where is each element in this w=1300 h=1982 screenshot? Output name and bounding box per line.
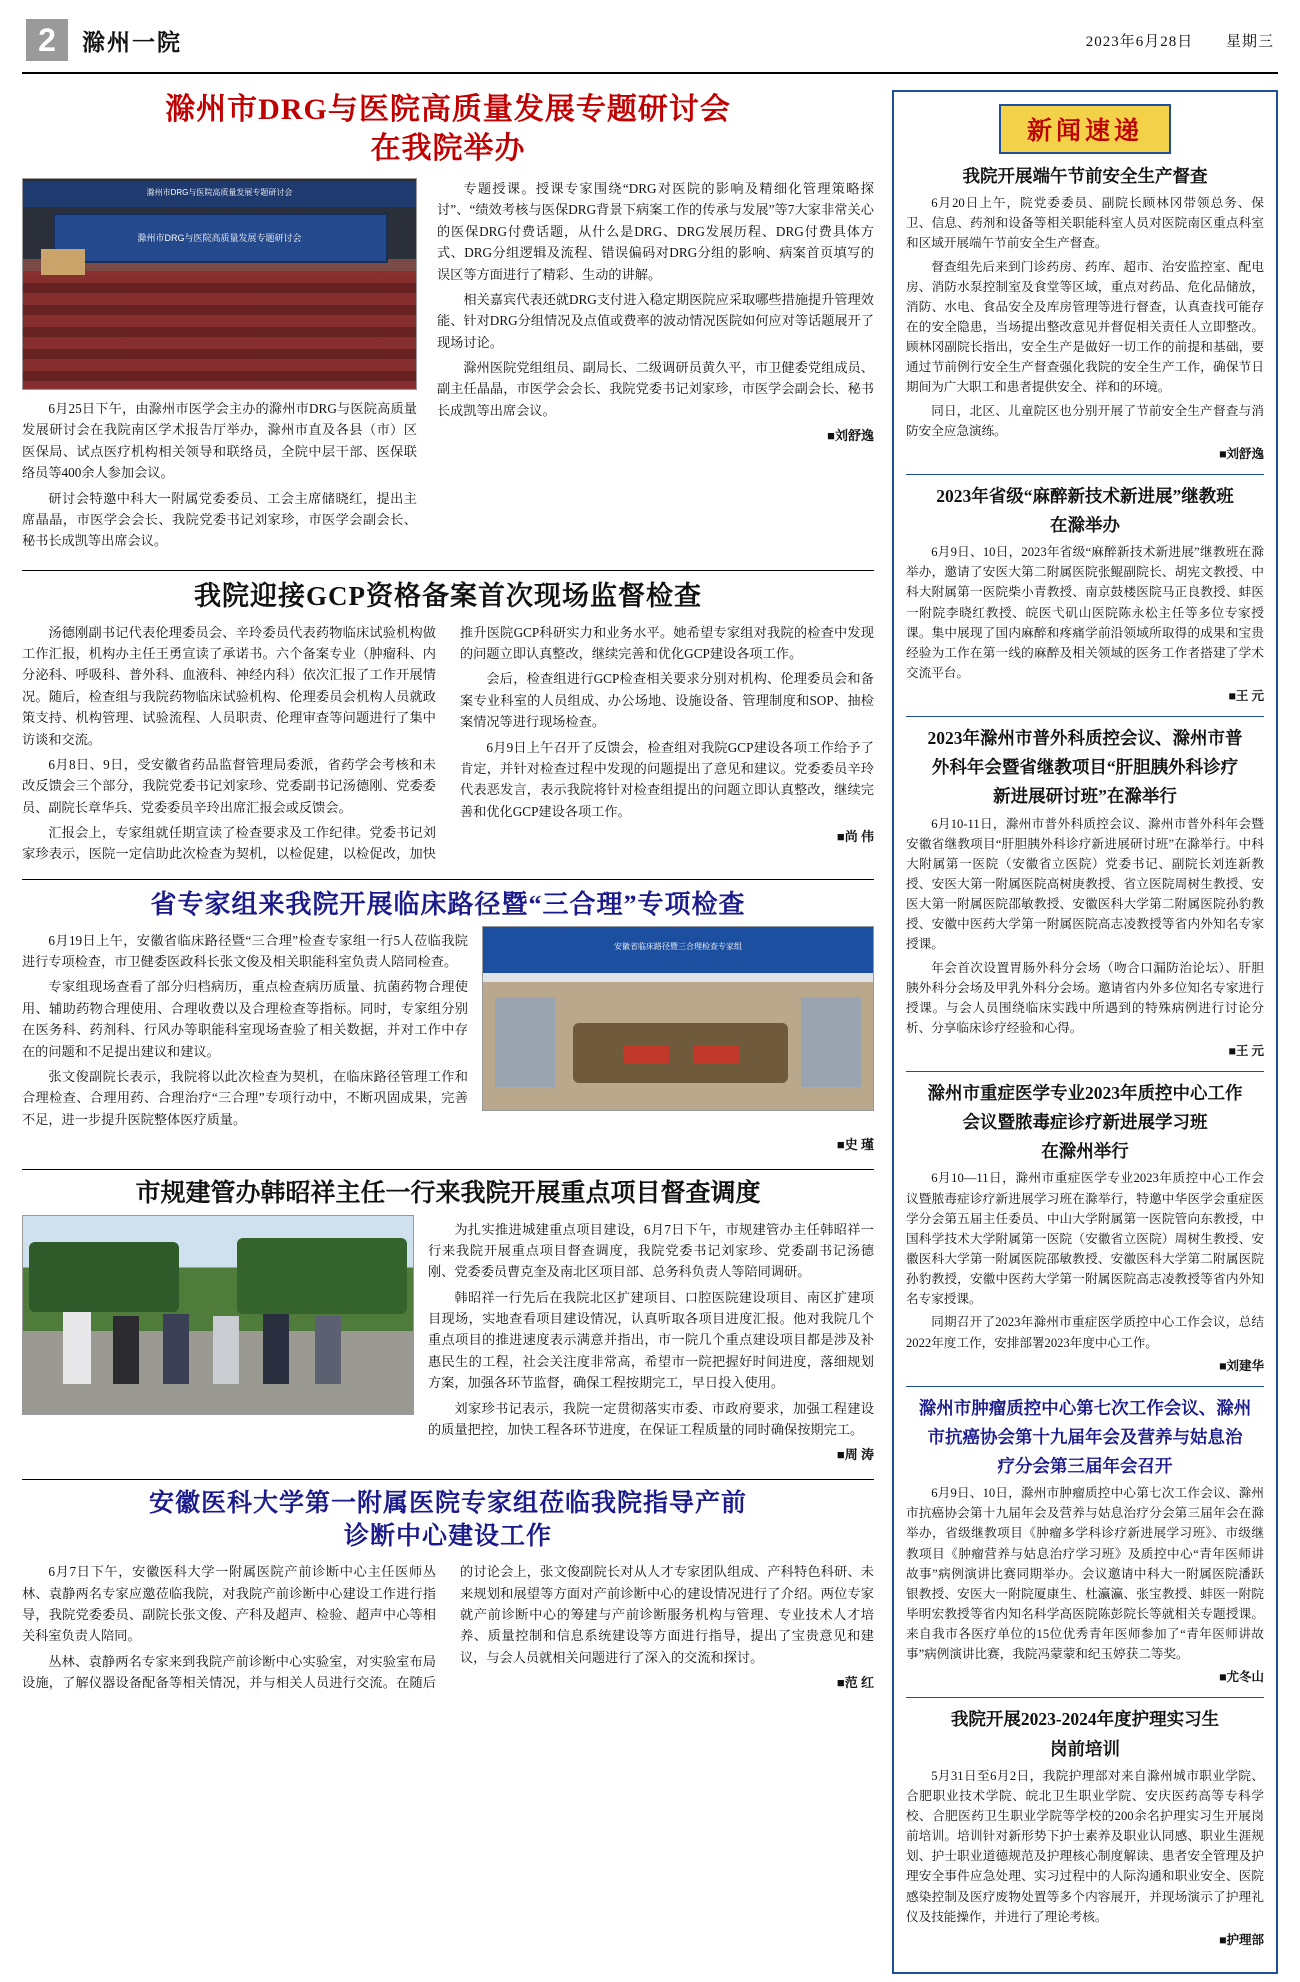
article-gcp-p4: 会后，检查组进行GCP检查相关要求分别对机构、伦理委员会和备案专业科室的人员组成、办公场地、设施设备、管理制度和SOP、抽检案情况等进行现场检查。 — [460, 671, 874, 730]
masthead-left — [26, 19, 182, 61]
article-gcp — [22, 579, 874, 865]
news-item-critical-care-title-line3: 在滁州举行 — [1041, 1141, 1129, 1162]
issue-date: 2023年6月28日 — [1085, 33, 1194, 50]
divider-2 — [22, 879, 874, 880]
news-item-anesthesia-class-title-line1: 2023年省级“麻醉新技术新进展”继教班 — [936, 485, 1234, 506]
news-item-general-surgery-title-line2: 外科年会暨省继教项目“肝胆胰外科诊疗 — [931, 757, 1239, 778]
news-item-general-surgery-p2: 年会首次设置胃肠外科分会场（吻合口漏防治论坛）、肝胆胰外科分会场及甲乳外科分会场。邀请省内外多位知名专家进行授课。与会人员围绕临床实践中所遇到的特殊病例进行讨论分析、分享临床诊疗经验和心得。 — [906, 960, 1264, 1035]
news-divider-5 — [906, 1697, 1264, 1698]
article-project-supervision-p2: 韩昭祥一行先后在我院北区扩建项目、口腔医院建设项目、南区扩建项目现场，实地查看项目建设情况，认真听取各项目进度汇报。他对我院几个重点项目的推进速度表示满意并指出，市一院几个重点建设项目都是涉及补惠民生的工程，社会关注度非常高，希望市一院把握好时间进度，落细规划方案，加强各环节监督，确保工程按期完工，早日投入使用。 — [428, 1289, 874, 1391]
news-item-oncology-title-line2: 市抗癌协会第十九届年会及营养与姑息治 — [927, 1426, 1243, 1447]
article-gcp-p3: 汇报会上，专家组就任期宣读了检查要求及工作纪律。党委书记刘家珍表示，医院一定信助此次检查为契机，以检促建，以检促改，加快推升医院GCP科研实力和业务水平。她希望专家组对我院的检查中发现的问题立即认真整改，继续完善和优化GCP建设各项工作。 — [22, 624, 874, 862]
news-item-nursing-training-p1: 5月31日至6月2日，我院护理部对来自滁州城市职业学院、合肥职业技术学院、皖北卫生职业学院、安庆医药高等专科学校、合肥医药卫生职业学院等学校的200余名护理实习生开展岗前培训。培训针对新形势下护士素养及职业认同感、职业生涯规划、护士职业道德规范及护理核心制度解读、患者安全管理及护理安全事件应急处理、实习过程中的人际沟通和职业安全、医院感染控制及医疗废物处置等多个内容展开，并现场演示了护理礼仪及技能操作，并进行了理论考核。 — [906, 1768, 1264, 1924]
left-column — [22, 90, 874, 1974]
article-clinical-path-photo — [482, 926, 874, 1111]
news-item-nursing-training — [906, 1707, 1264, 1949]
article-project-supervision-title: 市规建管办韩昭祥主任一行来我院开展重点项目督查调度 — [135, 1180, 761, 1208]
masthead — [22, 14, 1278, 74]
article-project-supervision-figure — [22, 1215, 414, 1415]
news-divider-3 — [906, 1071, 1264, 1072]
news-item-critical-care-title-line2: 会议暨脓毒症诊疗新进展学习班 — [962, 1112, 1208, 1133]
paper-name: 滁州一院 — [82, 29, 182, 55]
news-item-safety-inspection-p1: 6月20日上午，院党委委员、副院长顾林冈带领总务、保卫、信息、药剂和设备等相关职能科室人员对医院南区重点科室和区域开展端午节前安全生产督查。 — [906, 196, 1264, 251]
article-clinical-path-figure — [482, 926, 874, 1111]
news-item-safety-inspection-p2: 督查组先后来到门诊药房、药库、超市、治安监控室、配电房、消防水泵控制室及食堂等区域，重点对药品、危化品储放，消防、水电、食品安全及库房管理等进行督查，认真查找可能存在的安全隐患，当场提出整改意见并督促相关责任人立即整改。顾林冈副院长指出，安全生产是做好一切工作的前提和基础，要通过节前例行安全生产督查强化我院的安全生产工作，确保节日期间为广大职工和患者提供安全、祥和的环境。 — [906, 259, 1264, 395]
article-project-supervision-photo — [22, 1215, 414, 1415]
article-drg-p5: 滁州医院党组组员、副局长、二级调研员黄久平，市卫健委党组成员、副主任晶晶，市医学会会长、我院党委书记刘家珍，市医学会副会长、秘书长成凯等出席会议。 — [437, 360, 874, 418]
news-divider-2 — [906, 716, 1264, 717]
news-item-general-surgery-title-line3: 新进展研讨班”在滁举行 — [993, 786, 1177, 807]
article-clinical-path-title: 省专家组来我院开展临床路径暨“三合理”专项检查 — [150, 889, 746, 919]
divider-3 — [22, 1169, 874, 1170]
article-drg-p2: 研讨会特邀中科大一附属党委委员、工会主席储晓红，提出主席晶晶，市医学会会长、我院党委书记刘家珍，市医学会副会长、秘书长成凯等出席会议。 — [22, 490, 417, 549]
news-item-nursing-training-title-line1: 我院开展2023-2024年度护理实习生 — [950, 1709, 1220, 1730]
article-gcp-byline: ■尚 伟 — [836, 829, 874, 845]
news-item-safety-inspection-byline: ■刘舒逸 — [1218, 446, 1264, 461]
news-item-anesthesia-class — [906, 484, 1264, 706]
article-gcp-p5: 6月9日上午召开了反馈会，检查组对我院GCP建设各项工作给予了肯定，并针对检查过程中发现的问题提出了意见和建议。党委委员辛玲代表恶发言，表示我院将针对检查组提出的问题立即认真整改，继续完善和优化GCP建设各项工作。 — [460, 739, 874, 819]
news-item-critical-care — [906, 1081, 1264, 1376]
news-item-oncology-p1: 6月9日、10日，滁州市肿瘤质控中心第七次工作会议、滁州市抗癌协会第十九届年会及营养与姑息治疗分会第三届年会在滁举办，省级继教项目《肿瘤多学科诊疗新进展学习班》、市级继教项目《肿瘤营养与姑息治疗学习班》及质控中心“青年医师讲故事”病例演讲比赛同期举办。会议邀请中科大一附属医院潘跃银教授、安医大一附院厦康生、杜瀛瀛、张宝教授、蚌医一附院毕明宏教授等省内知名科学高医院陈彭院长等就相关专题授课。来自我市各医疗单位的15位优秀青年医师参加了“青年医师讲故事”病例演讲比赛，我院冯蒙蒙和纪玉婷获二等奖。 — [906, 1486, 1264, 1662]
news-item-safety-inspection — [906, 164, 1264, 464]
news-item-general-surgery-p1: 6月10-11日，滁州市普外科质控会议、滁州市普外科年会暨安徽省继教项目“肝胆胰外科诊疗新进展研讨班”在滁举行。中科大附属第一医院（安徽省立医院）党委书记、副院长刘连新教授、安医大第一附属医院高树庚教授、省立医院周树生教授、安医大第一附属医院邵敏教授、安徽医科大学第二附属医院孙豹教授、安徽中医药大学第一附属医院高志凌教授等省内外知名专家授课。 — [906, 816, 1264, 952]
article-clinical-path — [22, 888, 874, 1155]
news-item-oncology-title-line3: 疗分会第三届年会召开 — [997, 1456, 1173, 1477]
article-drg-byline: ■刘舒逸 — [827, 428, 874, 444]
article-prenatal-byline: ■范 红 — [836, 1675, 874, 1691]
article-clinical-path-p2: 专家组现场查看了部分归档病历，重点检查病历质量、抗菌药物合理使用、辅助药物合理使用、合理收费以及合理检查等指标。同时，专家组分别在医务科、药剂科、行风办等职能科室现场查验了相关数据，并对工作中存在的问题和不足提出建议和建议。 — [22, 979, 468, 1059]
article-project-supervision-byline: ■周 涛 — [836, 1447, 874, 1463]
article-drg-p1: 6月25日下午，由滁州市医学会主办的滁州市DRG与医院高质量发展研讨会在我院南区学术报告厅举办，滁州市直及各县（市）区医保局、试点医疗机构相关领导和联络员，全院中层干部、医保联络员等400余人参加会议。 — [22, 401, 417, 481]
news-item-nursing-training-byline: ■护理部 — [1218, 1932, 1264, 1947]
news-item-anesthesia-class-title-line2: 在滁举办 — [1050, 514, 1120, 535]
news-item-nursing-training-title-line2: 岗前培训 — [1050, 1738, 1120, 1759]
masthead-date — [1058, 30, 1274, 51]
article-prenatal-title-line2: 诊断中心建设工作 — [343, 1522, 552, 1550]
article-drg-title-line1: 滁州市DRG与医院高质量发展专题研讨会 — [165, 93, 731, 126]
news-item-critical-care-p2: 同期召开了2023年滁州市重症医学质控中心工作会议，总结2022年度工作，安排部署2023年度中心工作。 — [906, 1315, 1264, 1350]
article-project-supervision-p3: 刘家珍书记表示，我院一定贯彻落实市委、市政府要求，加强工程建设的质量把控，加快工程各环节进度，在保证工程质量的同时确保按期完工。 — [428, 1400, 874, 1437]
article-drg-p3: 专题授课。授课专家围绕“DRG对医院的影响及精细化管理策略探讨”、“绩效考核与医保DRG背景下病案工作的传承与发展”等7大家非常关心的医保DRG付费话题，从什么是DRG、DRG发展历程、DRG付费具体方式、DRG分组逻辑及流程、错误偏码对DRG分组的影响、病案首页填写的误区等方面进行了精彩、生动的讲解。 — [437, 181, 874, 282]
article-prenatal-p2: 丛林、袁静两名专家来到我院产前诊断中心实验室，对实验室布局设施，了解仪器设备配备等相关情况，并与相关人员进行交流。在随后的讨论会上，张文俊副院长对从人才专家团队组成、产科特色科研、未来规划和展望等方面对产前诊断中心的建设情况进行了介绍。两位专家就产前诊断中心的筹建与产前诊断服务机构与管理、专业技术人才培养、质量控制和信息系统建设等方面进行指导，提出了宝贵意见和建议，与会人员就相关问题进行了深入的交流和探讨。 — [22, 1564, 874, 1691]
article-clinical-path-byline: ■史 瑾 — [836, 1137, 874, 1153]
article-drg — [22, 90, 874, 556]
article-prenatal — [22, 1488, 874, 1693]
article-clinical-path-p3: 张文俊副院长表示，我院将以此次检查为契机，在临床路径管理工作和合理检查、合理用药、合理治疗“三合理”专项行动中，不断巩固成果，完善不足，进一步提升医院整体医疗质量。 — [22, 1068, 468, 1127]
article-drg-p4: 相关嘉宾代表还就DRG支付进入稳定期医院应采取哪些措施提升管理效能、针对DRG分组情况及点值或费率的波动情况医院如何应对等话题展开了现场讨论。 — [437, 291, 874, 350]
article-drg-photo-banner: 滁州市DRG与医院高质量发展专题研讨会 — [137, 233, 302, 243]
article-drg-photo — [22, 178, 417, 390]
article-clinical-path-photo-banner: 安徽省临床路径暨三合理检查专家组 — [614, 941, 742, 951]
news-item-critical-care-title-line1: 滁州市重症医学专业2023年质控中心工作 — [927, 1083, 1243, 1104]
article-gcp-p2: 6月8日、9日，受安徽省药品监督管理局委派，省药学会考核和未改反馈会三个部分，我院党委书记刘家珍、党委副书记汤德刚、党委委员、副院长章华兵、党委委员辛玲出席汇报会或反馈会。 — [22, 756, 436, 815]
news-item-general-surgery-byline: ■王 元 — [1228, 1044, 1264, 1059]
news-divider-1 — [906, 474, 1264, 475]
news-item-anesthesia-class-byline: ■王 元 — [1228, 689, 1264, 704]
news-item-oncology — [906, 1396, 1264, 1688]
news-item-anesthesia-class-p1: 6月9日、10日，2023年省级“麻醉新技术新进展”继教班在滁举办，邀请了安医大第二附属医院张鲲副院长、胡宪文教授、中科大附属第一医院柴小青教授、南京鼓楼医院马正良教授、蚌医一附院李晓红教授、皖医弋矶山医院陈永松主任等多位专家授课。集中展现了国内麻醉和疼痛学前沿领域所取得的成果和宝贵经验为工作在第一线的麻醉及相关领域的医务工作者搭建了学术交流平台。 — [906, 545, 1264, 680]
article-prenatal-p1: 6月7日下午，安徽医科大学一附属医院产前诊断中心主任医师丛林、袁静两名专家应邀莅临我院，对我院产前诊断中心建设工作进行指导，我院党委委员、副院长张文俊、产科及超声、检验、超声中心等相关科室负责人陪同。 — [22, 1564, 436, 1644]
article-prenatal-title-line1: 安徽医科大学第一附属医院专家组莅临我院指导产前 — [148, 1490, 747, 1518]
right-column-news-flash — [892, 90, 1278, 1974]
article-project-supervision — [22, 1178, 874, 1465]
page-number: 2 — [26, 19, 68, 61]
news-item-critical-care-byline: ■刘建华 — [1218, 1358, 1264, 1373]
article-drg-photo-screen-caption: 滁州市DRG与医院高质量发展专题研讨会 — [146, 188, 293, 197]
article-project-supervision-p1: 为扎实推进城建重点项目建设，6月7日下午，市规建管办主任韩昭祥一行来我院开展重点项目督查调度，我院党委书记刘家珍、党委副书记汤德刚、党委委员曹克奎及南北区项目部、总务科负责人等陪同调研。 — [428, 1221, 874, 1280]
article-gcp-p1: 汤德刚副书记代表伦理委员会、辛玲委员代表药物临床试验机构做工作汇报，机构办主任王勇宣读了承诺书。六个备案专业（肿瘤科、内分泌科、呼吸科、普外科、血液科、神经内科）依次汇报了工作开展情况。随后，检查组与我院药物临床试验机构、伦理委员会机构人员就政策支持、机构管理、试验流程、人员职责、伦理审查等问题进行了集中访谈和交流。 — [22, 624, 436, 747]
newspaper-page — [0, 14, 1300, 1982]
divider-1 — [22, 570, 874, 571]
news-flash-label: 新闻速递 — [999, 104, 1171, 154]
article-drg-title-line2: 在我院举办 — [370, 132, 526, 165]
news-flash-banner — [906, 104, 1264, 154]
news-item-oncology-byline: ■尤冬山 — [1218, 1670, 1264, 1685]
divider-4 — [22, 1479, 874, 1480]
issue-weekday: 星期三 — [1225, 33, 1274, 50]
news-item-critical-care-p1: 6月10—11日，滁州市重症医学专业2023年质控中心工作会议暨脓毒症诊疗新进展学习班在滁举行，特邀中华医学会重症医学分会第五届主任委员、中山大学附属第一医院管向东教授，中国科学技术大学附属第一医院（安徽省立医院）周树生教授、安徽医科大学第一附属医院邵敏教授、安徽医科大学第二附属医院孙豹教授，安徽中医药大学第一附属医院高志凌教授等省内外知名专家授课。 — [906, 1171, 1264, 1307]
page-columns — [22, 90, 1278, 1974]
news-item-general-surgery — [906, 726, 1264, 1061]
news-item-safety-inspection-title: 我院开展端午节前安全生产督查 — [962, 166, 1208, 186]
news-item-safety-inspection-p3: 同日，北区、儿童院区也分别开展了节前安全生产督查与消防安全应急演练。 — [906, 403, 1264, 438]
article-clinical-path-p1: 6月19日上午，安徽省临床路径暨“三合理”检查专家组一行5人莅临我院进行专项检查，市卫健委医政科长张文俊及相关职能科室负责人陪同检查。 — [22, 932, 468, 970]
article-gcp-title: 我院迎接GCP资格备案首次现场监督检查 — [194, 580, 702, 611]
news-item-general-surgery-title-line1: 2023年滁州市普外科质控会议、滁州市普 — [927, 728, 1243, 749]
news-item-oncology-title-line1: 滁州市肿瘤质控中心第七次工作会议、滁州 — [918, 1397, 1252, 1418]
news-divider-4 — [906, 1386, 1264, 1387]
